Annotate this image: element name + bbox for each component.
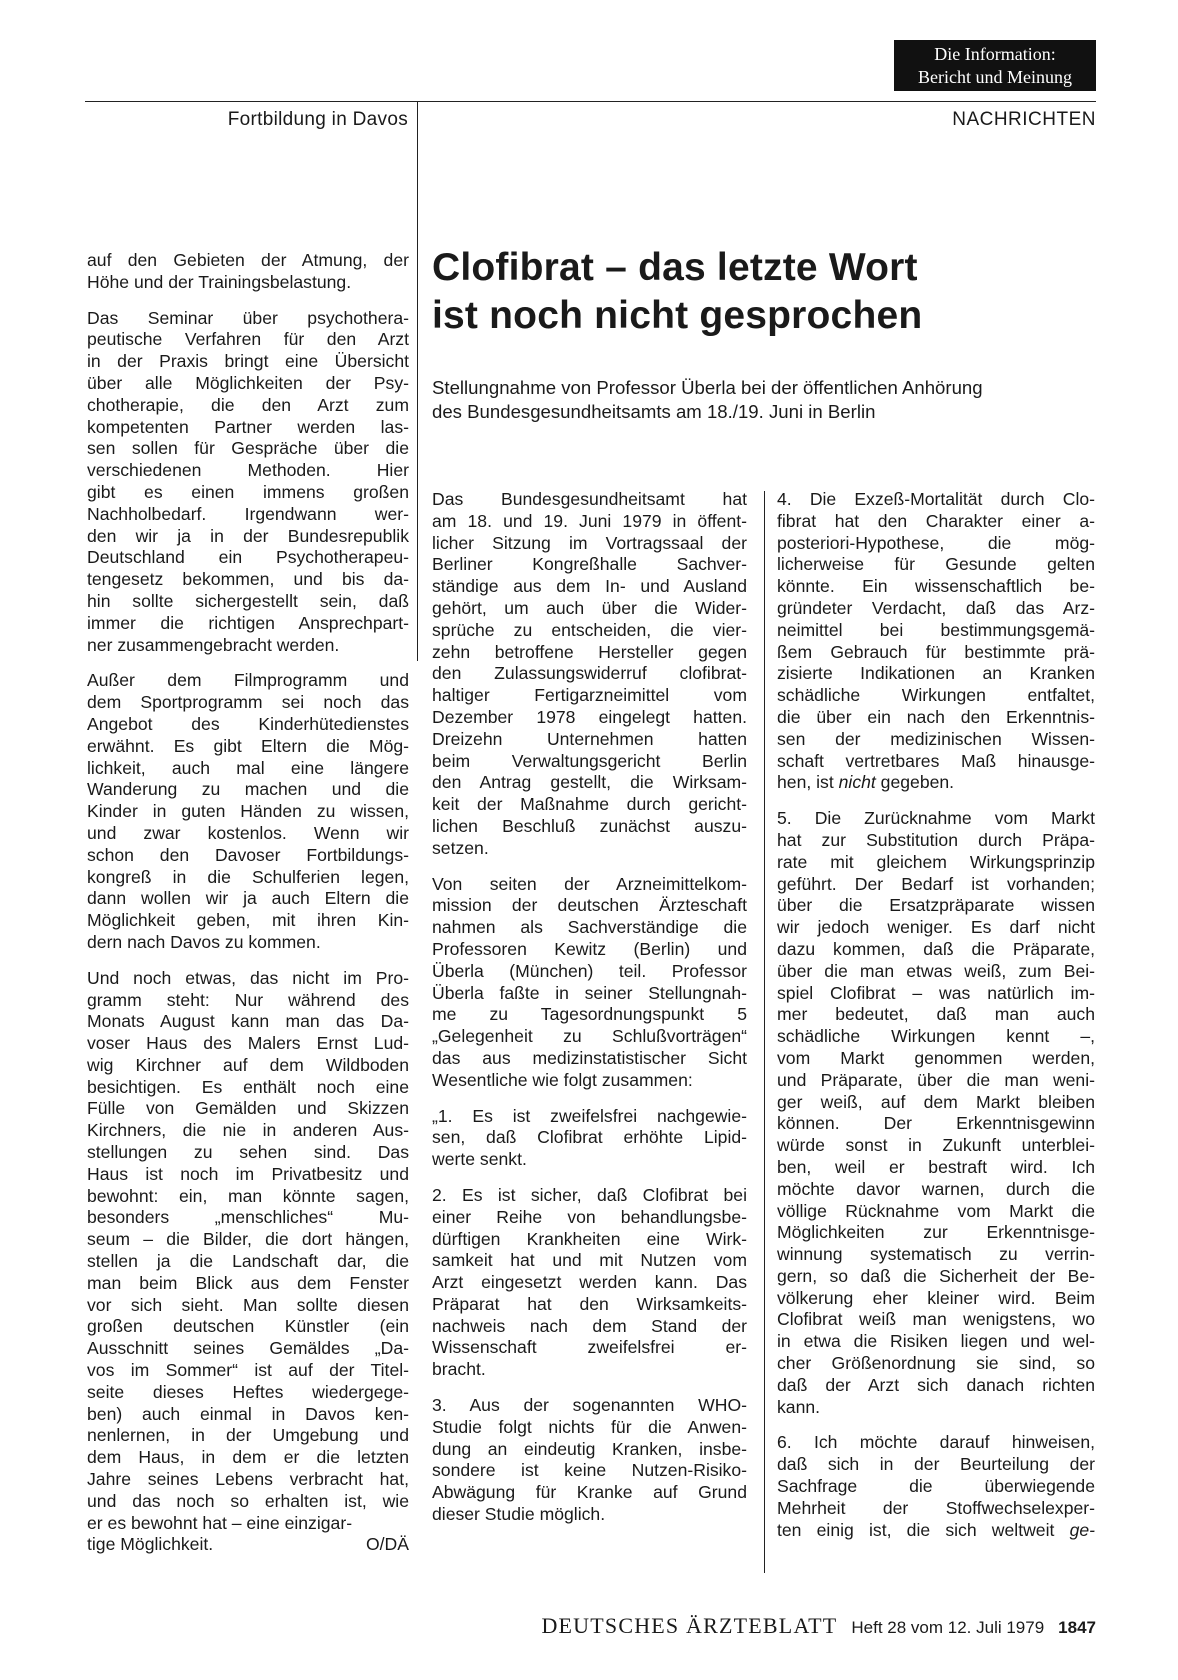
- text-line: setzen.: [432, 837, 489, 858]
- text-line: Kirchners, die nie in anderen Aus-: [87, 1120, 409, 1141]
- emphasis: nicht: [838, 772, 876, 793]
- text-line: Professoren Kewitz (Berlin) und: [432, 938, 747, 959]
- text-line: Kinder in guten Händen zu wissen,: [87, 801, 409, 822]
- text-line: keit der Maßnahme durch gericht-: [432, 794, 747, 815]
- text-line: gehört, um auch über die Wider-: [432, 597, 747, 618]
- text-line: ständige aus dem In- und Ausland: [432, 576, 747, 597]
- text-line: „1. Es ist zweifelsfrei nachgewie-: [432, 1105, 747, 1126]
- text-line: zehn betroffene Hersteller gegen: [432, 641, 747, 662]
- paragraph: [432, 1185, 747, 1381]
- text-line: Möglichkeit geben, mit ihren Kin-: [87, 910, 409, 931]
- text-line: sen, daß Clofibrat erhöhte Lipid-: [432, 1127, 747, 1148]
- text-line: dieser Studie möglich.: [432, 1504, 606, 1525]
- text-line: verschiedenen Methoden. Hier: [87, 460, 409, 481]
- paragraph-lines: [777, 1432, 1095, 1519]
- text-line: kann.: [777, 1396, 821, 1417]
- text-line: ger weiß, auf dem Markt bleiben: [777, 1091, 1095, 1112]
- text-line: dung an eindeutig Kranken, insbe-: [432, 1438, 747, 1459]
- paragraph-lines: [777, 489, 1095, 772]
- text-line: lichkeit, auch mal eine längere: [87, 757, 409, 778]
- text-line: hat zur Substitution durch Präpa-: [777, 829, 1095, 850]
- text-line: Nachholbedarf. Irgendwann wer-: [87, 503, 409, 524]
- text-line: dem Haus, in dem er die letzten: [87, 1447, 409, 1468]
- text-line: würde sonst in Zukunft unterblei-: [777, 1135, 1095, 1156]
- text-line: über die Ersatzpräparate wissen: [777, 895, 1095, 916]
- paragraph: [432, 1106, 747, 1171]
- text-line: völlige Rücknahme vom Markt die: [777, 1200, 1095, 1221]
- paragraph: [777, 489, 1095, 794]
- text-line: Deutschland ein Psychotherapeu-: [87, 547, 409, 568]
- text-line: sprüche zu entscheiden, die vier-: [432, 619, 747, 640]
- text-line: möchte davor warnen, durch die: [777, 1178, 1095, 1199]
- text-line: und zwar kostenlos. Wenn wir: [87, 822, 409, 843]
- text-line: geführt. Der Bedarf ist vorhanden;: [777, 873, 1095, 894]
- text-line: lichen Beschluß zunächst auszu-: [432, 815, 747, 836]
- text-line: gramm steht: Nur während des: [87, 989, 409, 1010]
- text-line: zisierte Indikationen an Kranken: [777, 663, 1095, 684]
- page-footer: [470, 1613, 1096, 1639]
- text-span: hen, ist: [777, 772, 839, 793]
- text-line: dann wollen wir ja auch Eltern die: [87, 888, 409, 909]
- text-line: 6. Ich möchte darauf hinweisen,: [777, 1432, 1095, 1453]
- text-line: chotherapie, die den Arzt zum: [87, 394, 409, 415]
- text-line: über alle Möglichkeiten der Psy-: [87, 372, 409, 393]
- text-line: können. Der Erkenntnisgewinn: [777, 1113, 1095, 1134]
- text-line: werte senkt.: [432, 1149, 527, 1170]
- text-line: daß der Arzt sich danach richten: [777, 1374, 1095, 1395]
- text-line: besonders „menschliches“ Mu-: [87, 1207, 409, 1228]
- text-line: dazu kommen, daß die Präparate,: [777, 938, 1095, 959]
- text-line: mer bedeutet, daß man auch: [777, 1004, 1095, 1025]
- text-line: kompetenten Partner werden las-: [87, 416, 409, 437]
- text-line: tengesetz bekommen, und bis da-: [87, 569, 409, 590]
- text-line: Präparat hat den Wirksamkeits-: [432, 1293, 747, 1314]
- article-subtitle-line: des Bundesgesundheitsamts am 18./19. Juni in Berlin: [432, 401, 876, 422]
- text-line: [777, 1520, 1095, 1542]
- text-span: ten einig ist, die sich weltweit: [777, 1519, 1070, 1540]
- text-line: schädliche Wirkungen entfaltet,: [777, 685, 1095, 706]
- text-line: voser Haus des Malers Ernst Lud-: [87, 1033, 409, 1054]
- text-line: das aus medizinstatistischer Sicht: [432, 1047, 747, 1068]
- text-line: Überla faßte in seiner Stellungnah-: [432, 982, 747, 1003]
- text-line: stellungen zu sehen sind. Das: [87, 1142, 409, 1163]
- text-line: am 18. und 19. Juni 1979 in öffent-: [432, 510, 747, 531]
- section-badge-line2: Bericht und Meinung: [918, 67, 1072, 87]
- article-title-line: ist noch nicht gesprochen: [432, 294, 923, 337]
- text-line: schädliche Wirkungen kennt –,: [777, 1026, 1095, 1047]
- text-line: Höhe und der Trainingsbelastung.: [87, 271, 352, 292]
- emphasis: ge-: [1069, 1519, 1095, 1540]
- paragraph: [87, 308, 409, 657]
- text-line: ben, weil er bestraft wird. Ich: [777, 1156, 1095, 1177]
- text-line: sen sollen für Gespräche über die: [87, 438, 409, 459]
- section-badge-line1: Die Information:: [934, 44, 1056, 64]
- text-line: völkerung eher kleiner wird. Beim: [777, 1287, 1095, 1308]
- text-line: besichtigen. Es enthält noch eine: [87, 1076, 409, 1097]
- text-line: spiel Clofibrat – was natürlich im-: [777, 982, 1095, 1003]
- text-line: seite dieses Heftes wiedergege-: [87, 1381, 409, 1402]
- text-line: [777, 772, 1095, 794]
- text-line: Sachfrage die überwiegende: [777, 1476, 1095, 1497]
- text-line: nahmen als Sachverständige die: [432, 917, 747, 938]
- text-line: bracht.: [432, 1359, 486, 1380]
- text-line: Ausschnitt seines Gemäldes „Da-: [87, 1338, 409, 1359]
- text-line: ßem Gebrauch für bestimmte prä-: [777, 641, 1095, 662]
- text-line: ner zusammengebracht werden.: [87, 634, 340, 655]
- article-subtitle-line: Stellungnahme von Professor Überla bei der öffentlichen Anhörung: [432, 377, 983, 398]
- text-line: gibt es einen immens großen: [87, 481, 409, 502]
- text-line: Jahre seines Lebens verbracht hat,: [87, 1469, 409, 1490]
- text-line: kongreß in die Schulferien legen,: [87, 866, 409, 887]
- text-line: Clofibrat weiß man wenigstens, wo: [777, 1309, 1095, 1330]
- text-line: winnung systematisch zu verrin-: [777, 1244, 1095, 1265]
- text-line: erwähnt. Es gibt Eltern die Mög-: [87, 735, 409, 756]
- text-line: nachweis nach dem Stand der: [432, 1315, 747, 1336]
- text-line: Berliner Kongreßhalle Sachver-: [432, 554, 747, 575]
- page-number: 1847: [1058, 1618, 1096, 1637]
- article-title: [432, 244, 1096, 340]
- text-line: mission der deutschen Ärzteschaft: [432, 895, 747, 916]
- running-head-left: Fortbildung in Davos: [227, 109, 408, 130]
- text-line: Wesentliche wie folgt zusammen:: [432, 1069, 693, 1090]
- text-line: beim Verwaltungsgericht Berlin: [432, 750, 747, 771]
- text-line: dem Sportprogramm sei noch das: [87, 692, 409, 713]
- column-middle: [432, 489, 747, 1540]
- paragraph: [87, 250, 409, 294]
- text-line: in etwa die Risiken liegen und wel-: [777, 1331, 1095, 1352]
- text-line: Fülle von Gemälden und Skizzen: [87, 1098, 409, 1119]
- text-line: Das Seminar über psychothera-: [87, 307, 409, 328]
- text-line: 4. Die Exzeß-Mortalität durch Clo-: [777, 489, 1095, 509]
- text-line: Möglichkeiten zur Erkenntnisge-: [777, 1222, 1095, 1243]
- text-line: Angebot des Kinderhütedienstes: [87, 713, 409, 734]
- text-line: über die man etwas weiß, zum Bei-: [777, 960, 1095, 981]
- text-line: cher Größenordnung sie sind, so: [777, 1353, 1095, 1374]
- text-line: tige Möglichkeit.: [87, 1534, 214, 1555]
- text-line: wig Kirchner auf dem Wildboden: [87, 1054, 409, 1075]
- text-line: sen der medizinischen Wissen-: [777, 728, 1095, 749]
- text-line: Haus ist noch im Privatbesitz und: [87, 1163, 409, 1184]
- text-line: sondere ist keine Nutzen-Risiko-: [432, 1460, 747, 1481]
- text-line: Monats August kann man das Da-: [87, 1011, 409, 1032]
- text-line: Wissenschaft zweifelsfrei er-: [432, 1337, 747, 1358]
- text-line: Überla (München) teil. Professor: [432, 960, 747, 981]
- text-line: immer die richtigen Ansprechpart-: [87, 612, 409, 633]
- column-divider: [764, 491, 765, 1573]
- text-line: fibrat hat den Charakter einer a-: [777, 510, 1095, 531]
- text-line: vom Markt genommen werden,: [777, 1047, 1095, 1068]
- text-line: posteriori-Hypothese, die mög-: [777, 532, 1095, 553]
- text-line: Dreizehn Unternehmen hatten: [432, 728, 747, 749]
- header-rule: [85, 101, 1096, 102]
- text-line: 3. Aus der sogenannten WHO-: [432, 1395, 747, 1416]
- text-line: daß sich in der Beurteilung der: [777, 1454, 1095, 1475]
- text-span: gegeben.: [875, 772, 955, 793]
- column-right: [777, 489, 1095, 1555]
- text-line: den Antrag gestellt, die Wirksam-: [432, 772, 747, 793]
- text-line: er es bewohnt hat – eine einzigar-: [87, 1512, 353, 1533]
- text-line: Mehrheit der Stoffwechselexper-: [777, 1497, 1095, 1518]
- text-line: rate mit gleichem Wirkungsprinzip: [777, 851, 1095, 872]
- text-line: haltiger Fertigarzneimittel vom: [432, 685, 747, 706]
- text-line: Arzt eingesetzt werden kann. Das: [432, 1272, 747, 1293]
- paragraph: [777, 1432, 1095, 1541]
- running-head-right: NACHRICHTEN: [952, 109, 1096, 130]
- journal-name: DEUTSCHES ÄRZTEBLATT: [541, 1613, 838, 1638]
- text-line: licherweise für Gesunde gelten: [777, 554, 1095, 575]
- text-line: Dezember 1978 eingelegt hatten.: [432, 706, 747, 727]
- text-line: bewohnt: ein, man könnte sagen,: [87, 1185, 409, 1206]
- article-subtitle: [432, 376, 1096, 424]
- paragraph: [87, 968, 409, 1557]
- text-line: schon den Davoser Fortbildungs-: [87, 844, 409, 865]
- text-line: me zu Tagesordnungspunkt 5: [432, 1004, 747, 1025]
- text-line: „Gelegenheit zu Schlußvorträgen“: [432, 1026, 747, 1047]
- issue-info: Heft 28 vom 12. Juli 1979: [851, 1618, 1045, 1637]
- text-line: 5. Die Zurücknahme vom Markt: [777, 808, 1095, 829]
- text-line: Das Bundesgesundheitsamt hat: [432, 489, 747, 509]
- text-line: hin sollte sichergestellt sein, daß: [87, 590, 409, 611]
- text-line: Und noch etwas, das nicht im Pro-: [87, 967, 409, 988]
- text-line: schaft vertretbares Maß hinausge-: [777, 750, 1095, 771]
- text-line: gern, so daß die Sicherheit der Be-: [777, 1265, 1095, 1286]
- text-line: nenlernen, in der Umgebung und: [87, 1425, 409, 1446]
- text-line: und Präparate, über die man weni-: [777, 1069, 1095, 1090]
- text-line: seum – die Bilder, die dort hängen,: [87, 1229, 409, 1250]
- text-line: licher Sitzung im Vortragssaal der: [432, 532, 747, 553]
- text-line: vos im Sommer“ ist auf der Titel-: [87, 1360, 409, 1381]
- paragraph: [432, 874, 747, 1092]
- text-line: die über ein nach den Erkenntnis-: [777, 706, 1095, 727]
- text-line: könnte. Ein wissenschaftlich be-: [777, 576, 1095, 597]
- text-line: peutische Verfahren für den Arzt: [87, 329, 409, 350]
- signature-line: [87, 1534, 409, 1556]
- text-line: stellen ja die Landschaft dar, die: [87, 1251, 409, 1272]
- text-line: einer Reihe von behandlungsbe-: [432, 1206, 747, 1227]
- paragraph: [432, 489, 747, 860]
- text-line: gründeter Verdacht, daß das Arz-: [777, 597, 1095, 618]
- paragraph-lines: [87, 968, 409, 1535]
- text-line: neimittel bei bestimmungsgemä-: [777, 619, 1095, 640]
- text-line: Wanderung zu machen und die: [87, 779, 409, 800]
- text-line: ben) auch einmal in Davos ken-: [87, 1403, 409, 1424]
- text-line: Von seiten der Arzneimittelkom-: [432, 873, 747, 894]
- text-line: großen deutschen Künstler (ein: [87, 1316, 409, 1337]
- text-line: den wir ja in der Bundesrepublik: [87, 525, 409, 546]
- text-line: man beim Blick aus dem Fenster: [87, 1272, 409, 1293]
- text-line: samkeit hat und mit Nutzen vom: [432, 1250, 747, 1271]
- text-line: wir jedoch weniger. Es darf nicht: [777, 917, 1095, 938]
- text-line: dürftigen Krankheiten eine Wirk-: [432, 1228, 747, 1249]
- section-badge: [894, 40, 1096, 91]
- paragraph: [87, 670, 409, 953]
- text-line: dern nach Davos zu kommen.: [87, 931, 321, 952]
- text-line: Abwägung für Kranke auf Grund: [432, 1482, 747, 1503]
- text-line: auf den Gebieten der Atmung, der: [87, 250, 409, 270]
- article-title-line: Clofibrat – das letzte Wort: [432, 246, 918, 289]
- paragraph: [432, 1395, 747, 1526]
- text-line: 2. Es ist sicher, daß Clofibrat bei: [432, 1184, 747, 1205]
- text-line: und das noch so erhalten ist, wie: [87, 1490, 409, 1511]
- paragraph: [777, 808, 1095, 1418]
- text-line: in der Praxis bringt eine Übersicht: [87, 351, 409, 372]
- text-line: Studie folgt nichts für die Anwen-: [432, 1416, 747, 1437]
- text-line: vor sich sieht. Man sollte diesen: [87, 1294, 409, 1315]
- text-line: den Zulassungswiderruf clofibrat-: [432, 663, 747, 684]
- column-left: [87, 250, 409, 1570]
- author-signature: O/DÄ: [365, 1534, 409, 1555]
- column-divider-top: [417, 101, 418, 661]
- text-line: Außer dem Filmprogramm und: [87, 670, 409, 691]
